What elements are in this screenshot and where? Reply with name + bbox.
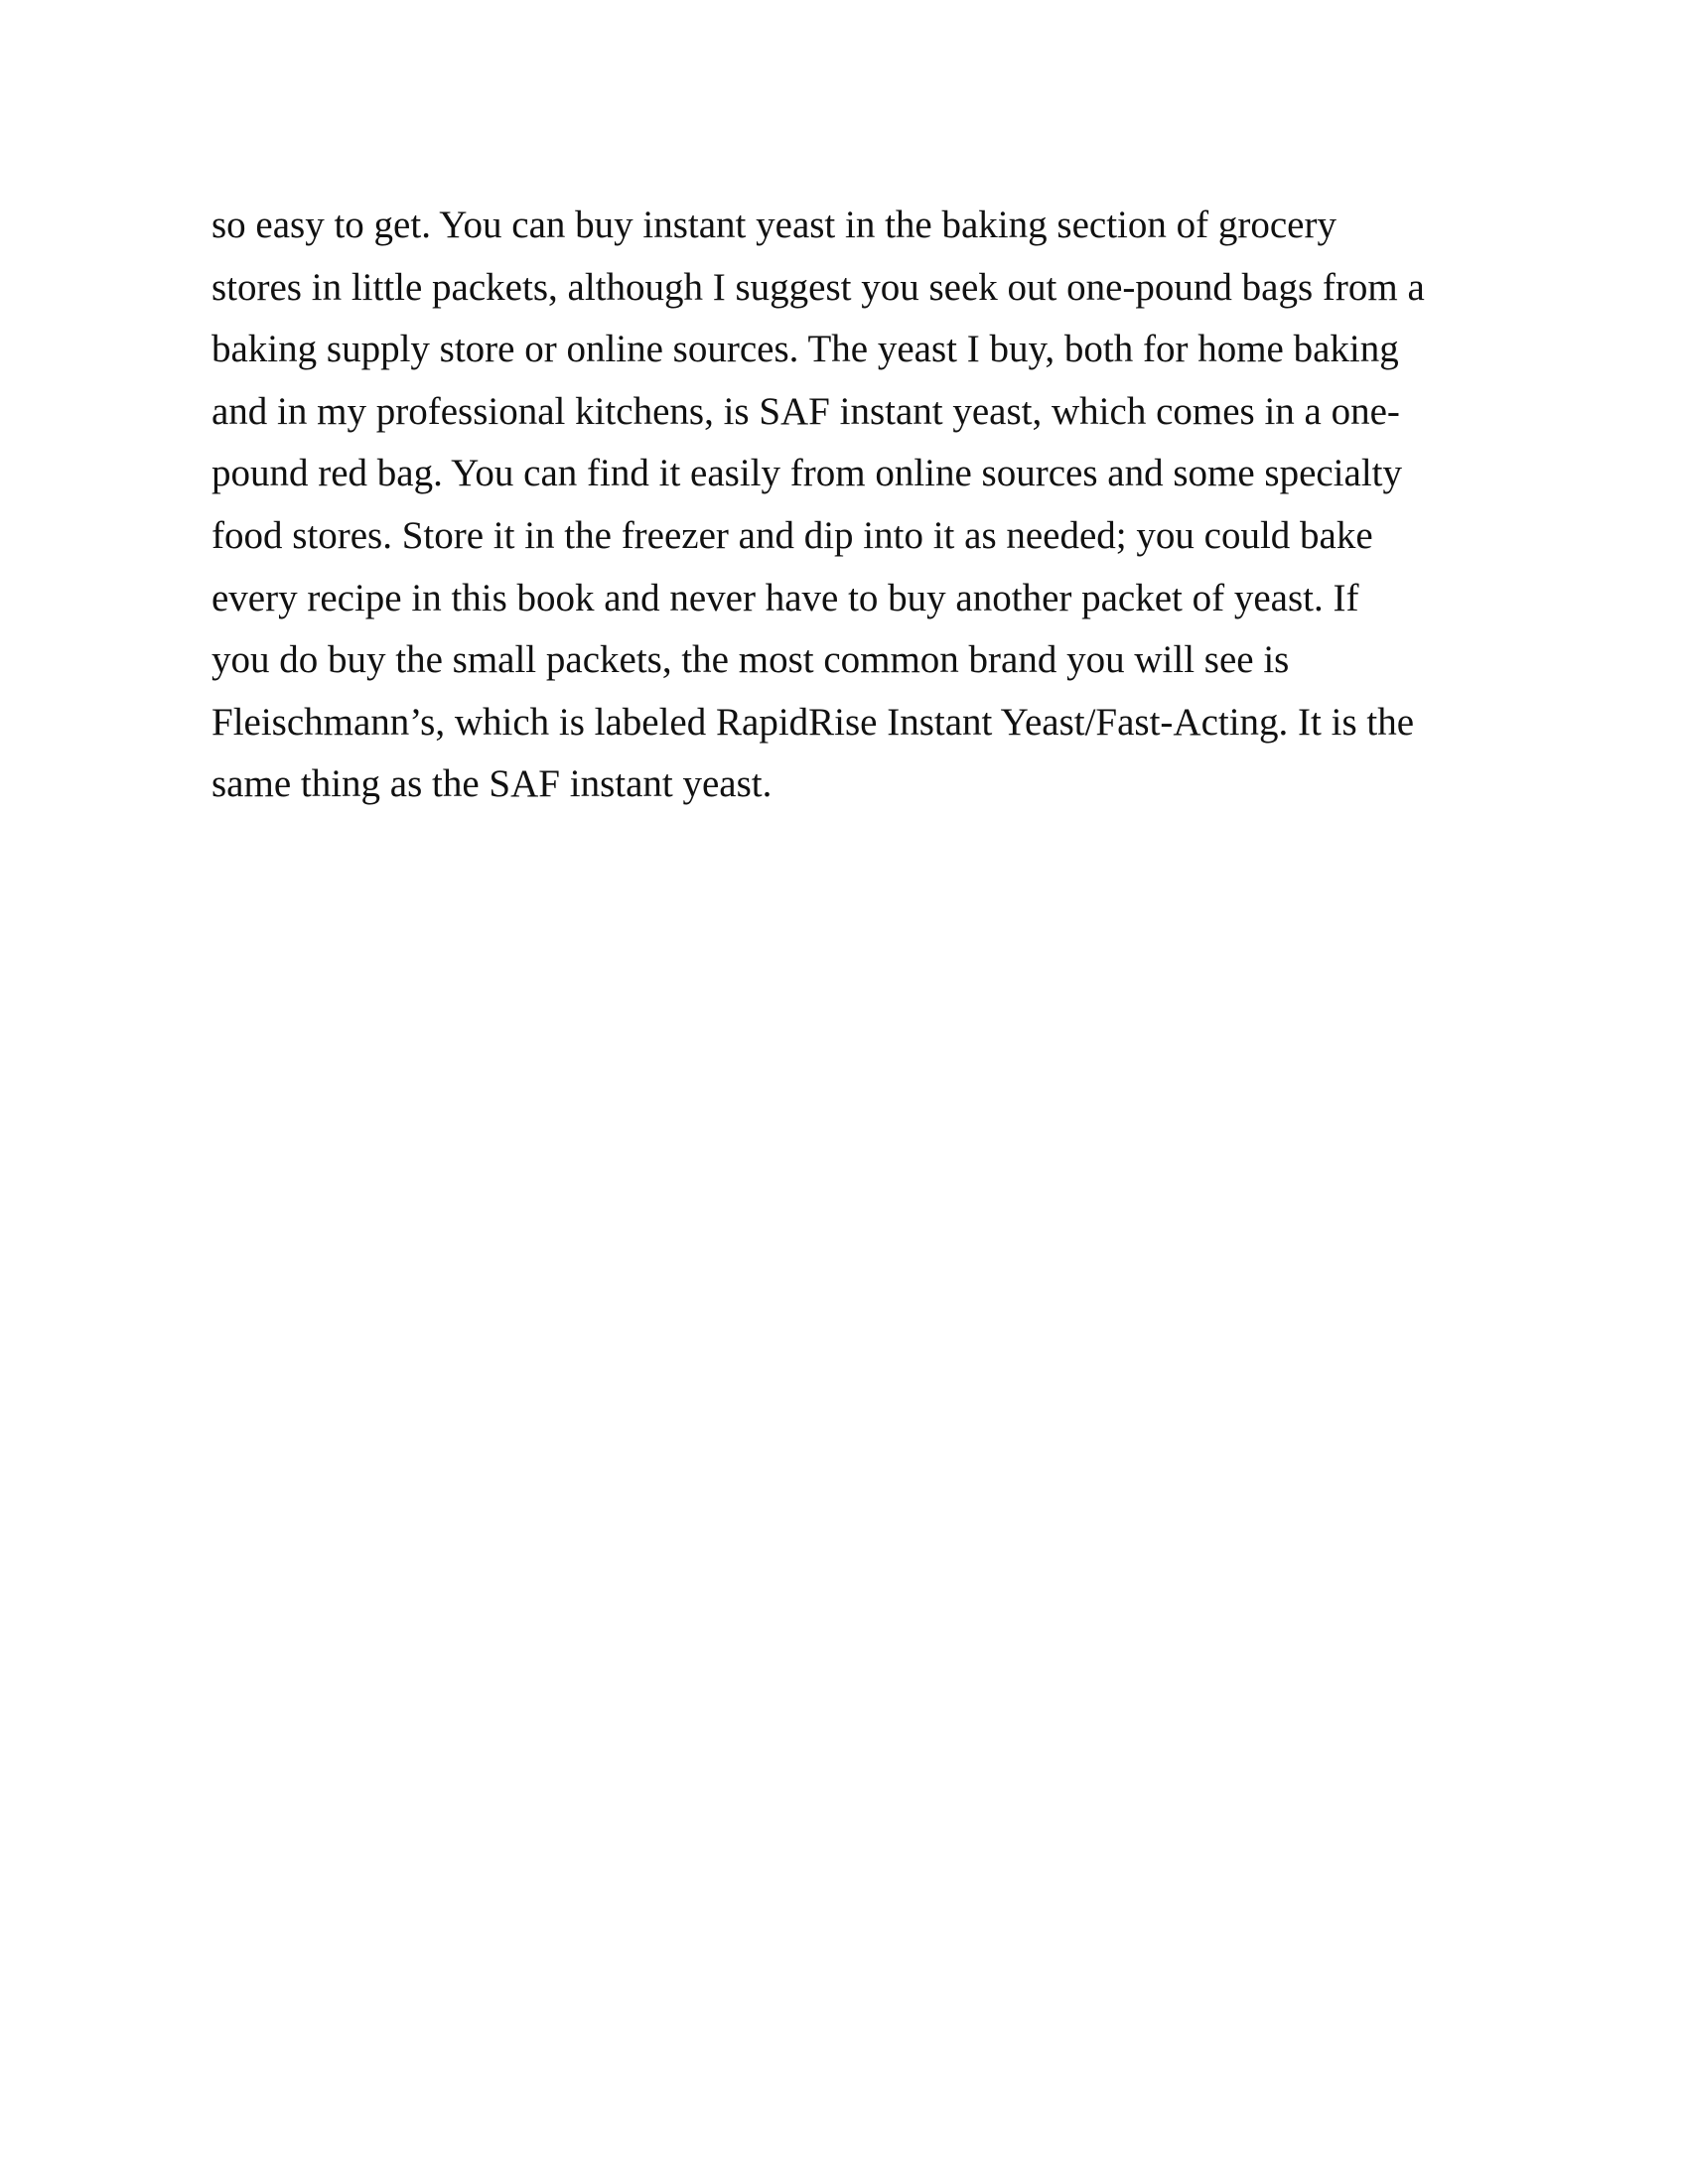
paragraph-line: Fleischmann’s, which is labeled RapidRise Instant Yeast/Fast-Acting. It is the bbox=[211, 700, 1415, 744]
paragraph-line: stores in little packets, although I suggest you seek out one-pound bags from a bbox=[211, 265, 1425, 309]
paragraph-line: so easy to get. You can buy instant yeast in the baking section of grocery bbox=[211, 204, 1336, 246]
paragraph-line: and in my professional kitchens, is SAF instant yeast, which comes in a one- bbox=[211, 389, 1400, 433]
paragraph-line: baking supply store or online sources. The yeast I buy, both for home baking bbox=[211, 328, 1399, 371]
body-paragraph bbox=[211, 195, 1492, 816]
paragraph-line: every recipe in this book and never have to buy another packet of yeast. If bbox=[211, 576, 1359, 619]
paragraph-line: you do buy the small packets, the most common brand you will see is bbox=[211, 638, 1290, 682]
paragraph-line: same thing as the SAF instant yeast. bbox=[211, 762, 773, 806]
paragraph-line: pound red bag. You can find it easily from online sources and some specialty bbox=[211, 452, 1403, 495]
paragraph-line: food stores. Store it in the freezer and dip into it as needed; you could bake bbox=[211, 513, 1373, 557]
